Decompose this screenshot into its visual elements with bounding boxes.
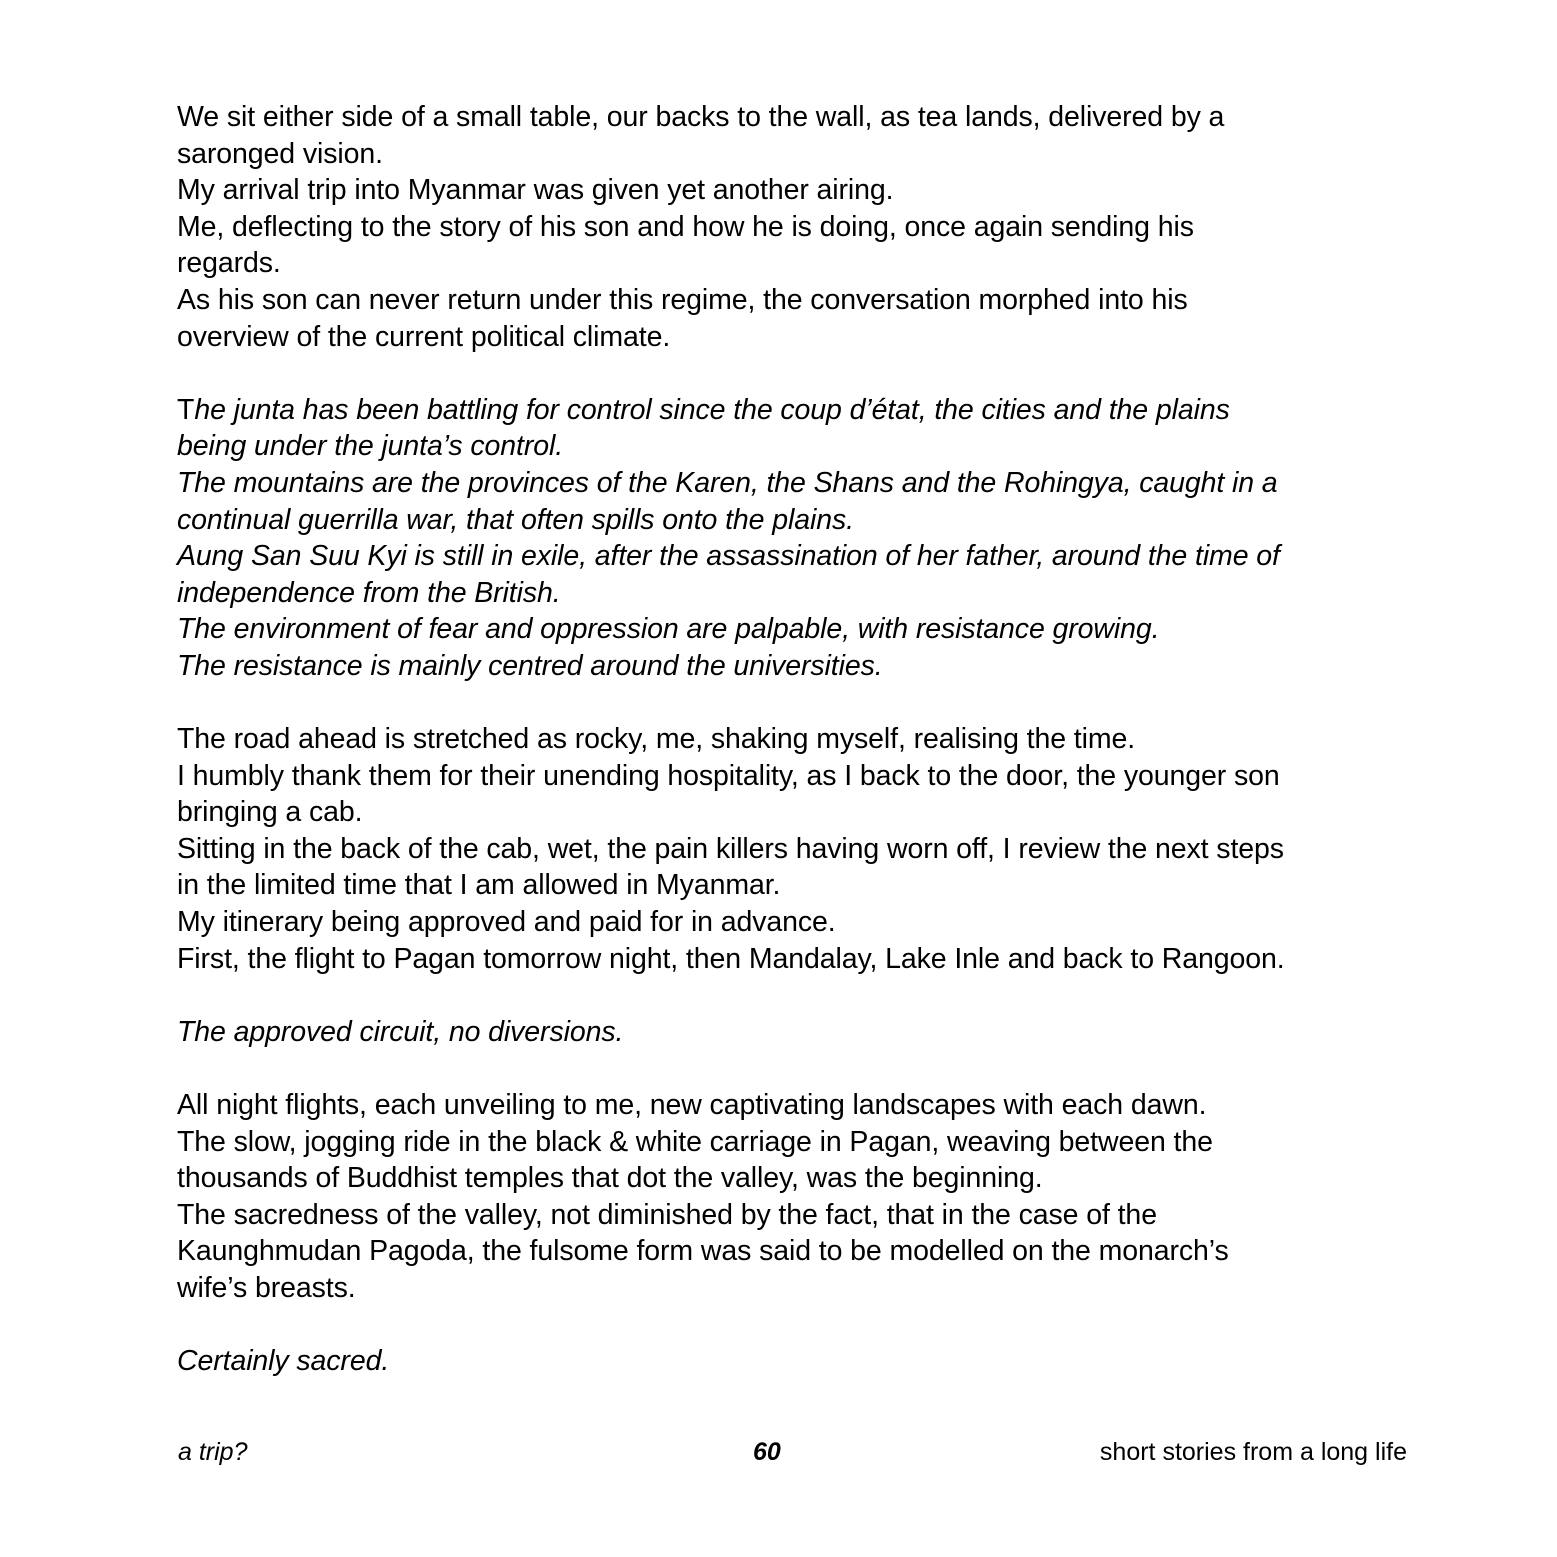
paragraph-approved-circuit [177,1014,1397,1051]
text-line: Kaunghmudan Pagoda, the fulsome form was said to be modelled on the monarch’s [177,1235,1229,1268]
text-line: The slow, jogging ride in the black & white carriage in Pagan, weaving between the [177,1125,1213,1158]
text-line: Certainly sacred. [177,1345,390,1378]
text-line: The mountains are the provinces of the Karen, the Shans and the Rohingya, caught in a [177,466,1278,499]
text-line [177,392,1397,429]
text-line: The approved circuit, no diversions. [177,1015,624,1048]
footer-book-title: short stories from a long life [1099,1438,1407,1466]
footer-chapter-title: a trip? [178,1438,248,1466]
text-line: Aung San Suu Kyi is still in exile, after the assassination of her father, around the time of [177,540,1280,573]
body-text [177,99,1397,1380]
text-line: overview of the current political climate. [177,320,671,353]
text-line: being under the junta’s control. [177,430,564,463]
text-line: thousands of Buddhist temples that dot the valley, was the beginning. [177,1162,1043,1195]
paragraph-gap [177,355,1397,392]
paragraph-certainly-sacred [177,1343,1397,1380]
text-line: First, the flight to Pagan tomorrow night, then Mandalay, Lake Inle and back to Rangoon. [177,942,1285,975]
text-line: The environment of fear and oppression are palpable, with resistance growing. [177,613,1160,646]
text-line: independence from the British. [177,576,561,609]
paragraph-pagan [177,1087,1397,1307]
text-line: All night flights, each unveiling to me, new captivating landscapes with each dawn. [177,1089,1207,1122]
paragraph-gap [177,1307,1397,1344]
paragraph-departure [177,721,1397,977]
text-line: My arrival trip into Myanmar was given yet another airing. [177,174,894,207]
text-line: The road ahead is stretched as rocky, me, shaking myself, realising the time. [177,723,1136,756]
text-line: My itinerary being approved and paid for in advance. [177,906,836,939]
paragraph-gap [177,977,1397,1014]
paragraph-gap [177,1050,1397,1087]
text-line: The sacredness of the valley, not diminished by the fact, that in the case of the [177,1198,1157,1231]
text-line: bringing a cab. [177,796,363,829]
text-line: regards. [177,247,281,280]
text-line: The resistance is mainly centred around the universities. [177,649,883,682]
text-line: As his son can never return under this regime, the conversation morphed into his [177,283,1188,316]
initial-letter: T [177,393,195,426]
paragraph-political-overview [177,392,1397,685]
text-line: We sit either side of a small table, our backs to the wall, as tea lands, delivered by a [177,101,1225,133]
italic-text: he junta has been battling for control since the coup d’état, the cities and the plains [194,393,1230,426]
text-line: Me, deflecting to the story of his son and how he is doing, once again sending his [177,210,1194,243]
text-line: saronged vision. [177,137,383,170]
text-line: wife’s breasts. [177,1272,356,1304]
text-line: Sitting in the back of the cab, wet, the pain killers having worn off, I review the next steps [177,832,1284,865]
paragraph-visit [177,99,1397,355]
text-line: in the limited time that I am allowed in Myanmar. [177,869,781,902]
text-line: continual guerrilla war, that often spills onto the plains. [177,503,854,536]
footer-page-number: 60 [753,1438,781,1466]
paragraph-gap [177,685,1397,722]
text-line: I humbly thank them for their unending hospitality, as I back to the door, the younger son [177,759,1280,792]
